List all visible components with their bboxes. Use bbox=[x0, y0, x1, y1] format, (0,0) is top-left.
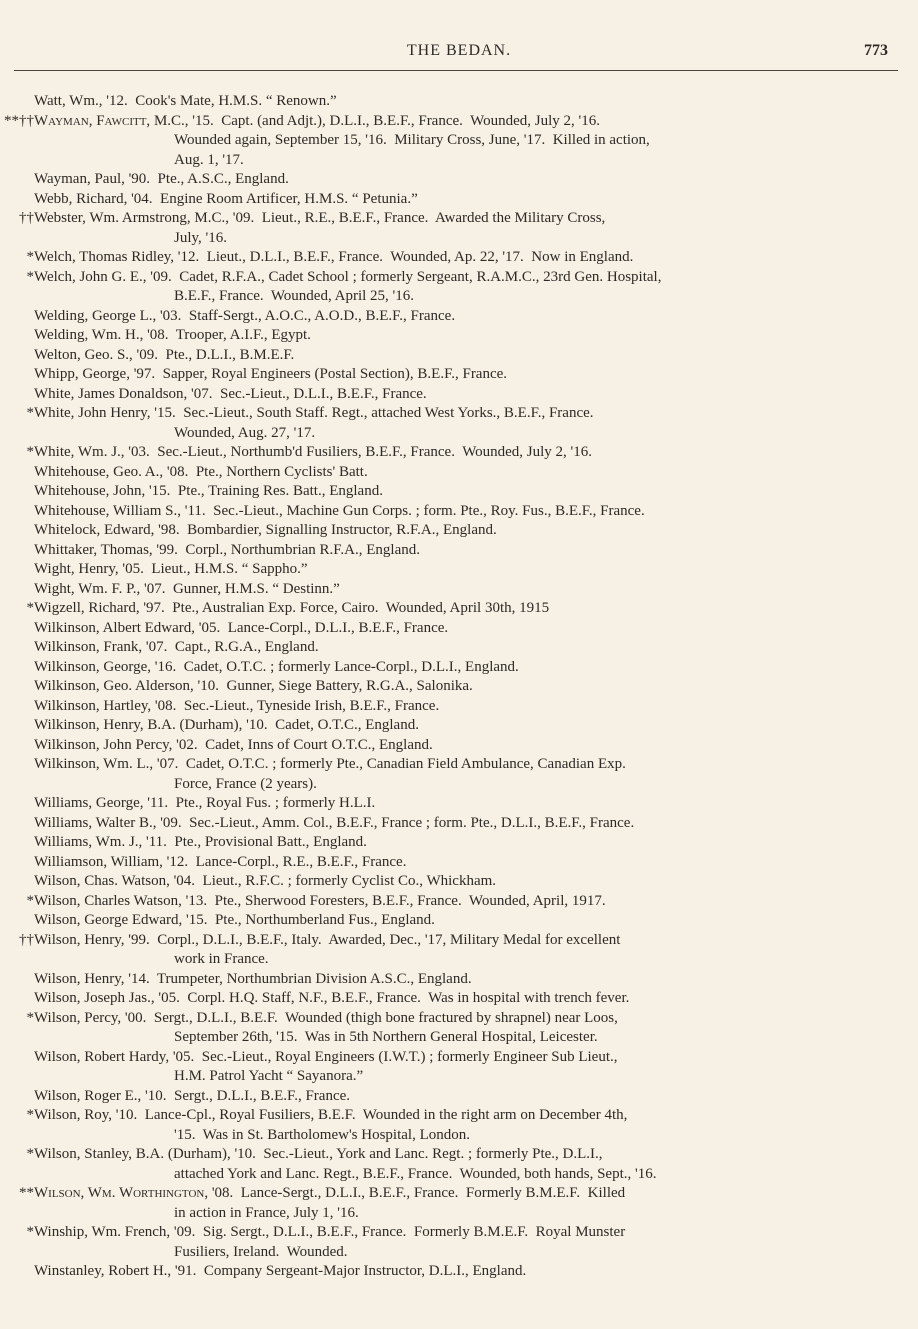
service-marker: * bbox=[26, 1224, 34, 1240]
list-item bbox=[18, 443, 892, 463]
entry-line bbox=[34, 1087, 892, 1107]
entry-line bbox=[34, 463, 892, 483]
entry-text: Wilson, Charles Watson, '13. Pte., Sherwood Foresters, B.E.F., France. Wounded, April, 1917. bbox=[34, 892, 606, 909]
entry-line bbox=[34, 521, 892, 541]
entry-name-small-caps: Wayman, Fawcitt, bbox=[34, 112, 151, 129]
list-item bbox=[18, 1223, 892, 1262]
entry-continuation-text: Wounded again, September 15, '16. Military Cross, June, '17. Killed in action, bbox=[174, 132, 650, 148]
entry-text: Welch, Thomas Ridley, '12. Lieut., D.L.I., B.E.F., France. Wounded, Ap. 22, '17. Now in England. bbox=[34, 249, 634, 265]
list-item bbox=[18, 1087, 892, 1107]
entry-text: '08. Lance-Sergt., D.L.I., B.E.F., France. Formerly B.M.E.F. Killed bbox=[208, 1185, 626, 1201]
entry-line bbox=[34, 404, 892, 424]
entry-line bbox=[34, 892, 892, 912]
service-marker: †† bbox=[19, 931, 34, 948]
entry-text: Wigzell, Richard, '97. Pte., Australian Exp. Force, Cairo. Wounded, April 30th, 1915 bbox=[34, 600, 550, 616]
entry-line bbox=[34, 170, 892, 190]
entry-text: Wilkinson, Frank, '07. Capt., R.G.A., England. bbox=[34, 639, 319, 655]
entry-text: Wilson, Robert Hardy, '05. Sec.-Lieut., Royal Engineers (I.W.T.) ; formerly Engineer Sub Lieut., bbox=[34, 1048, 618, 1065]
list-item bbox=[4, 112, 892, 171]
service-marker: * bbox=[26, 444, 34, 460]
entry-continuation-text: H.M. Patrol Yacht “ Sayanora.” bbox=[174, 1068, 364, 1084]
list-item bbox=[18, 736, 892, 756]
entry-line bbox=[34, 268, 892, 288]
entry-continuation-text: September 26th, '15. Was in 5th Northern General Hospital, Leicester. bbox=[174, 1029, 598, 1045]
list-item bbox=[18, 931, 892, 970]
entry-line bbox=[34, 1106, 892, 1126]
list-item bbox=[18, 989, 892, 1009]
list-item bbox=[18, 794, 892, 814]
entry-line bbox=[34, 580, 892, 600]
list-item bbox=[18, 1184, 892, 1223]
entry-continuation-line bbox=[174, 1126, 892, 1146]
entry-continuation-line bbox=[174, 1165, 892, 1185]
service-marker: * bbox=[26, 249, 34, 265]
entry-text: Williams, Wm. J., '11. Pte., Provisional Batt., England. bbox=[34, 834, 367, 850]
entry-line bbox=[34, 619, 892, 639]
list-item bbox=[18, 560, 892, 580]
entry-text: Wilkinson, Wm. L., '07. Cadet, O.T.C. ; formerly Pte., Canadian Field Ambulance, Canadian Exp. bbox=[34, 756, 626, 772]
entry-continuation-line bbox=[174, 1204, 892, 1224]
list-item bbox=[18, 580, 892, 600]
entry-line bbox=[34, 638, 892, 658]
entry-text: Wilkinson, Geo. Alderson, '10. Gunner, Siege Battery, R.G.A., Salonika. bbox=[34, 678, 473, 694]
service-marker: * bbox=[26, 1107, 34, 1123]
entry-text: Williamson, William, '12. Lance-Corpl., R.E., B.E.F., France. bbox=[34, 853, 407, 870]
list-item bbox=[18, 326, 892, 346]
roll-of-service-list bbox=[4, 92, 892, 1282]
list-item bbox=[18, 892, 892, 912]
entry-continuation-text: '15. Was in St. Bartholomew's Hospital, London. bbox=[174, 1126, 470, 1143]
list-item bbox=[18, 638, 892, 658]
entry-line bbox=[34, 541, 892, 561]
entry-text: Winstanley, Robert H., '91. Company Sergeant-Major Instructor, D.L.I., England. bbox=[34, 1263, 527, 1279]
entry-text: Wilson, Chas. Watson, '04. Lieut., R.F.C. ; formerly Cyclist Co., Whickham. bbox=[34, 873, 497, 889]
entry-text: Welch, John G. E., '09. Cadet, R.F.A., Cadet School ; formerly Sergeant, R.A.M.C., 23rd Gen. Hospital, bbox=[34, 268, 662, 285]
list-item bbox=[18, 92, 892, 112]
entry-line bbox=[34, 677, 892, 697]
entry-continuation-line bbox=[174, 950, 892, 970]
entry-line bbox=[34, 599, 892, 619]
entry-line bbox=[34, 112, 892, 132]
entry-line bbox=[34, 814, 892, 834]
entry-text: Wilkinson, George, '16. Cadet, O.T.C. ; formerly Lance-Corpl., D.L.I., England. bbox=[34, 658, 519, 675]
list-item bbox=[18, 658, 892, 678]
entry-line bbox=[34, 1145, 892, 1165]
list-item bbox=[18, 1048, 892, 1087]
entry-text: Williams, Walter B., '09. Sec.-Lieut., Amm. Col., B.E.F., France ; form. Pte., D.L.I., B.E.F., France. bbox=[34, 814, 635, 831]
service-marker: * bbox=[26, 268, 34, 285]
entry-line bbox=[34, 1223, 892, 1243]
entry-continuation-line bbox=[174, 131, 892, 151]
list-item bbox=[18, 619, 892, 639]
entry-text: Webb, Richard, '04. Engine Room Artificer, H.M.S. “ Petunia.” bbox=[34, 190, 418, 207]
list-item bbox=[18, 521, 892, 541]
entry-line bbox=[34, 1009, 892, 1029]
entry-continuation-text: Aug. 1, '17. bbox=[174, 151, 244, 168]
entry-continuation-line bbox=[174, 151, 892, 171]
list-item bbox=[18, 209, 892, 248]
entry-line bbox=[34, 794, 892, 814]
entry-line bbox=[34, 482, 892, 502]
list-item bbox=[18, 755, 892, 794]
entry-line bbox=[34, 697, 892, 717]
entry-text: Wilson, Stanley, B.A. (Durham), '10. Sec.-Lieut., York and Lanc. Regt. ; formerly Pte., D.L.I., bbox=[34, 1146, 603, 1162]
list-item bbox=[18, 385, 892, 405]
list-item bbox=[18, 248, 892, 268]
service-marker: * bbox=[26, 1009, 34, 1026]
entry-line bbox=[34, 989, 892, 1009]
entry-text: Welding, Wm. H., '08. Trooper, A.I.F., Egypt. bbox=[34, 327, 311, 343]
entry-text: White, John Henry, '15. Sec.-Lieut., South Staff. Regt., attached West Yorks., B.E.F., France. bbox=[34, 405, 594, 421]
entry-text: Wilson, Percy, '00. Sergt., D.L.I., B.E.F. Wounded (thigh bone fractured by shrapnel) near Loos, bbox=[34, 1009, 618, 1026]
entry-text: Wayman, Paul, '90. Pte., A.S.C., England. bbox=[34, 171, 289, 187]
entry-line bbox=[34, 502, 892, 522]
service-marker: **†† bbox=[4, 112, 34, 129]
entry-text: Wight, Wm. F. P., '07. Gunner, H.M.S. “ Destinn.” bbox=[34, 580, 340, 597]
entry-text: Wilson, George Edward, '15. Pte., Northumberland Fus., England. bbox=[34, 912, 435, 928]
entry-line bbox=[34, 209, 892, 229]
service-marker: * bbox=[26, 892, 34, 909]
list-item bbox=[18, 404, 892, 443]
entry-continuation-text: Fusiliers, Ireland. Wounded. bbox=[174, 1243, 348, 1260]
list-item bbox=[18, 482, 892, 502]
list-item bbox=[18, 970, 892, 990]
entry-continuation-line bbox=[174, 1067, 892, 1087]
service-marker: * bbox=[26, 1146, 34, 1162]
entry-text: Wilson, Joseph Jas., '05. Corpl. H.Q. Staff, N.F., B.E.F., France. Was in hospital with trench fever. bbox=[34, 990, 630, 1006]
list-item bbox=[18, 170, 892, 190]
list-item bbox=[18, 268, 892, 307]
list-item bbox=[18, 365, 892, 385]
entry-continuation-line bbox=[174, 424, 892, 444]
entry-line bbox=[34, 970, 892, 990]
service-marker: ** bbox=[19, 1185, 34, 1201]
entry-line bbox=[34, 190, 892, 210]
running-header-title: THE BEDAN. bbox=[406, 42, 512, 59]
list-item bbox=[18, 502, 892, 522]
entry-line bbox=[34, 365, 892, 385]
entry-text: Whitelock, Edward, '98. Bombardier, Signalling Instructor, R.F.A., England. bbox=[34, 522, 497, 538]
entry-text: Whitehouse, Geo. A., '08. Pte., Northern Cyclists' Batt. bbox=[34, 463, 368, 480]
list-item bbox=[18, 1262, 892, 1282]
entry-continuation-text: in action in France, July 1, '16. bbox=[174, 1204, 359, 1221]
entry-line bbox=[34, 658, 892, 678]
entry-text: M.C., '15. Capt. (and Adjt.), D.L.I., B.E.F., France. Wounded, July 2, '16. bbox=[150, 112, 600, 129]
entry-text: Wilson, Roy, '10. Lance-Cpl., Royal Fusiliers, B.E.F. Wounded in the right arm on December 4th, bbox=[34, 1107, 628, 1123]
entry-line bbox=[34, 736, 892, 756]
list-item bbox=[18, 677, 892, 697]
entry-line bbox=[34, 1048, 892, 1068]
list-item bbox=[18, 599, 892, 619]
list-item bbox=[18, 853, 892, 873]
entry-continuation-line bbox=[174, 775, 892, 795]
entry-text: Wilkinson, Henry, B.A. (Durham), '10. Cadet, O.T.C., England. bbox=[34, 717, 419, 733]
list-item bbox=[18, 1009, 892, 1048]
entry-continuation-text: Force, France (2 years). bbox=[174, 775, 317, 792]
entry-line bbox=[34, 92, 892, 112]
entry-text: Wilson, Henry, '14. Trumpeter, Northumbrian Division A.S.C., England. bbox=[34, 970, 472, 987]
entry-text: Winship, Wm. French, '09. Sig. Sergt., D.L.I., B.E.F., France. Formerly B.M.E.F. Royal Munster bbox=[34, 1224, 626, 1240]
entry-name-small-caps: Wilson, Wm. Worthington, bbox=[34, 1185, 209, 1201]
entry-continuation-text: attached York and Lanc. Regt., B.E.F., France. Wounded, both hands, Sept., '16. bbox=[174, 1165, 657, 1182]
entry-text: Wilson, Henry, '99. Corpl., D.L.I., B.E.F., Italy. Awarded, Dec., '17, Military Medal for excellent bbox=[34, 931, 621, 948]
entry-text: Welding, George L., '03. Staff-Sergt., A.O.C., A.O.D., B.E.F., France. bbox=[34, 307, 456, 324]
entry-line bbox=[34, 911, 892, 931]
list-item bbox=[18, 541, 892, 561]
list-item bbox=[18, 716, 892, 736]
entry-line bbox=[34, 931, 892, 951]
list-item bbox=[18, 463, 892, 483]
entry-continuation-text: July, '16. bbox=[174, 229, 227, 246]
entry-continuation-line bbox=[174, 1243, 892, 1263]
list-item bbox=[18, 307, 892, 327]
entry-text: Welton, Geo. S., '09. Pte., D.L.I., B.M.E.F. bbox=[34, 346, 295, 363]
entry-line bbox=[34, 443, 892, 463]
entry-text: Wilson, Roger E., '10. Sergt., D.L.I., B.E.F., France. bbox=[34, 1087, 351, 1104]
list-item bbox=[18, 697, 892, 717]
entry-text: Whipp, George, '97. Sapper, Royal Engineers (Postal Section), B.E.F., France. bbox=[34, 366, 508, 382]
entry-text: Wilkinson, John Percy, '02. Cadet, Inns of Court O.T.C., England. bbox=[34, 736, 433, 753]
list-item bbox=[18, 833, 892, 853]
entry-continuation-line bbox=[174, 1028, 892, 1048]
entry-continuation-line bbox=[174, 229, 892, 249]
entry-line bbox=[34, 833, 892, 853]
list-item bbox=[18, 1145, 892, 1184]
entry-line bbox=[34, 1184, 892, 1204]
list-item bbox=[18, 872, 892, 892]
entry-line bbox=[34, 872, 892, 892]
entry-continuation-line bbox=[174, 287, 892, 307]
entry-text: Wilkinson, Albert Edward, '05. Lance-Corpl., D.L.I., B.E.F., France. bbox=[34, 619, 449, 636]
page-number: 773 bbox=[864, 42, 888, 59]
entry-line bbox=[34, 560, 892, 580]
header-rule bbox=[14, 70, 898, 71]
entry-text: White, James Donaldson, '07. Sec.-Lieut., D.L.I., B.E.F., France. bbox=[34, 385, 427, 402]
entry-text: Watt, Wm., '12. Cook's Mate, H.M.S. “ Renown.” bbox=[34, 93, 337, 109]
entry-text: Whitehouse, John, '15. Pte., Training Res. Batt., England. bbox=[34, 483, 383, 499]
entry-line bbox=[34, 346, 892, 366]
service-marker: †† bbox=[19, 210, 34, 226]
entry-text: Webster, Wm. Armstrong, M.C., '09. Lieut., R.E., B.E.F., France. Awarded the Military Cross, bbox=[34, 210, 606, 226]
entry-line bbox=[34, 326, 892, 346]
list-item bbox=[18, 346, 892, 366]
entry-continuation-text: Wounded, Aug. 27, '17. bbox=[174, 424, 316, 441]
entry-line bbox=[34, 1262, 892, 1282]
entry-line bbox=[34, 385, 892, 405]
entry-line bbox=[34, 248, 892, 268]
entry-continuation-text: B.E.F., France. Wounded, April 25, '16. bbox=[174, 288, 414, 304]
entry-continuation-text: work in France. bbox=[174, 951, 269, 967]
service-marker: * bbox=[26, 405, 34, 421]
list-item bbox=[18, 814, 892, 834]
entry-text: Whitehouse, William S., '11. Sec.-Lieut., Machine Gun Corps. ; form. Pte., Roy. Fus., B.E.F., France. bbox=[34, 502, 645, 519]
entry-line bbox=[34, 716, 892, 736]
entry-text: Whittaker, Thomas, '99. Corpl., Northumbrian R.F.A., England. bbox=[34, 541, 420, 558]
list-item bbox=[18, 190, 892, 210]
entry-line bbox=[34, 307, 892, 327]
list-item bbox=[18, 1106, 892, 1145]
entry-line bbox=[34, 853, 892, 873]
service-marker: * bbox=[26, 600, 34, 616]
entry-text: Williams, George, '11. Pte., Royal Fus. ; formerly H.L.I. bbox=[34, 795, 376, 811]
entry-line bbox=[34, 755, 892, 775]
entry-text: Wilkinson, Hartley, '08. Sec.-Lieut., Tyneside Irish, B.E.F., France. bbox=[34, 697, 440, 714]
entry-text: White, Wm. J., '03. Sec.-Lieut., Northumb'd Fusiliers, B.E.F., France. Wounded, July 2, '16. bbox=[34, 444, 593, 460]
entry-text: Wight, Henry, '05. Lieut., H.M.S. “ Sappho.” bbox=[34, 561, 308, 577]
list-item bbox=[18, 911, 892, 931]
